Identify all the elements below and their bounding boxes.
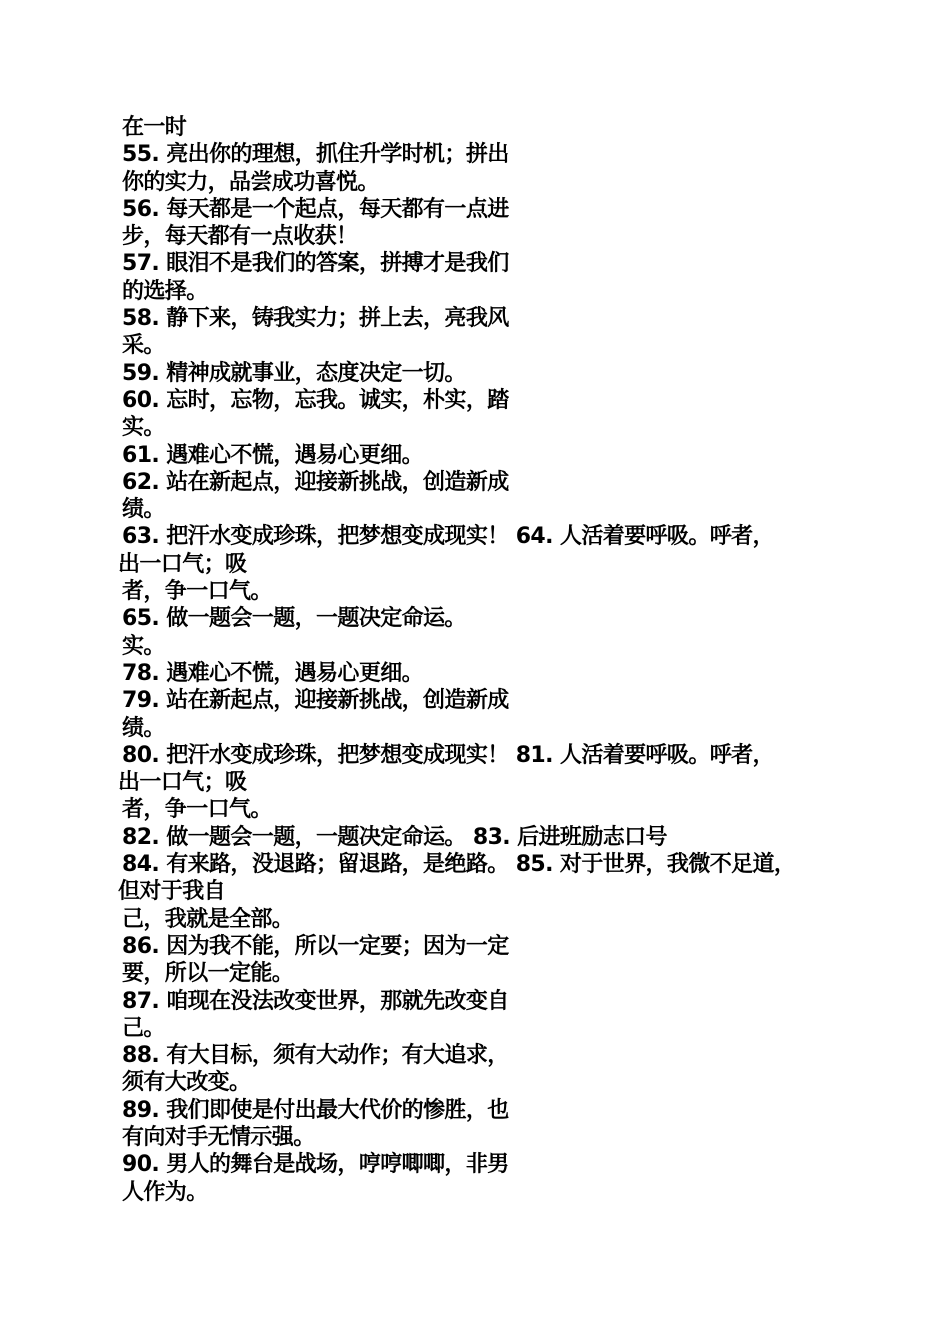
text-line: 78. 遇难心不慌，遇易心更细。 (122, 660, 424, 686)
text-line: 出一口气；吸 (118, 770, 247, 796)
text-line: 60. 忘时，忘物，忘我。诚实，朴实，踏 (122, 387, 509, 413)
text-line: 在一时 (122, 115, 187, 140)
text-line: 采。 (122, 333, 165, 359)
text-line: 86. 因为我不能，所以一定要；因为一定 (122, 933, 509, 959)
text-line: 者，争一口气。 (122, 579, 272, 605)
text-line: 己，我就是全部。 (122, 906, 294, 932)
text-line: 实。 (122, 415, 165, 441)
text-line: 步，每天都有一点收获！ (122, 224, 358, 250)
text-line: 87. 咱现在没法改变世界，那就先改变自 (122, 988, 509, 1014)
text-line: 者，争一口气。 (122, 797, 272, 823)
text-line: 绩。 (122, 715, 165, 741)
text-line: 的选择。 (122, 278, 208, 304)
text-line: 55. 亮出你的理想，抓住升学时机；拼出 (122, 142, 509, 168)
text-line: 出一口气；吸 (118, 551, 247, 577)
text-line: 58. 静下来，铸我实力；拼上去，亮我风 (122, 306, 509, 332)
text-line: 80. 把汗水变成珍珠，把梦想变成现实！ 81. 人活着要呼吸。呼者， (122, 742, 774, 768)
text-line: 但对于我自 (118, 879, 226, 905)
document-body (118, 114, 918, 1206)
text-line: 你的实力，品尝成功喜悦。 (122, 169, 379, 195)
text-line: 须有大改变。 (122, 1070, 251, 1096)
text-line: 84. 有来路，没退路；留退路，是绝路。 85. 对于世界，我微不足道， (122, 852, 796, 878)
text-line: 有向对手无情示强。 (122, 1124, 315, 1150)
text-line: 56. 每天都是一个起点，每天都有一点进 (122, 196, 509, 222)
text-line: 63. 把汗水变成珍珠，把梦想变成现实！ 64. 人活着要呼吸。呼者， (122, 524, 774, 550)
text-line: 己。 (122, 1015, 165, 1041)
text-line: 人作为。 (122, 1179, 208, 1205)
text-line: 90. 男人的舞台是战场，哼哼唧唧，非男 (122, 1152, 509, 1178)
text-line: 57. 眼泪不是我们的答案，拼搏才是我们 (122, 251, 509, 277)
text-line: 实。 (122, 633, 165, 659)
text-line: 59. 精神成就事业，态度决定一切。 (122, 360, 466, 386)
text-line: 61. 遇难心不慌，遇易心更细。 (122, 442, 424, 468)
text-line: 65. 做一题会一题，一题决定命运。 (122, 606, 466, 632)
text-line: 89. 我们即使是付出最大代价的惨胜，也 (122, 1097, 509, 1123)
text-line: 88. 有大目标，须有大动作；有大追求， (122, 1043, 509, 1069)
text-line: 62. 站在新起点，迎接新挑战，创造新成 (122, 469, 509, 495)
text-line: 82. 做一题会一题，一题决定命运。 83. 后进班励志口号 (122, 824, 667, 850)
text-line: 79. 站在新起点，迎接新挑战，创造新成 (122, 688, 509, 714)
text-line: 要，所以一定能。 (122, 961, 294, 987)
text-line: 绩。 (122, 497, 165, 523)
